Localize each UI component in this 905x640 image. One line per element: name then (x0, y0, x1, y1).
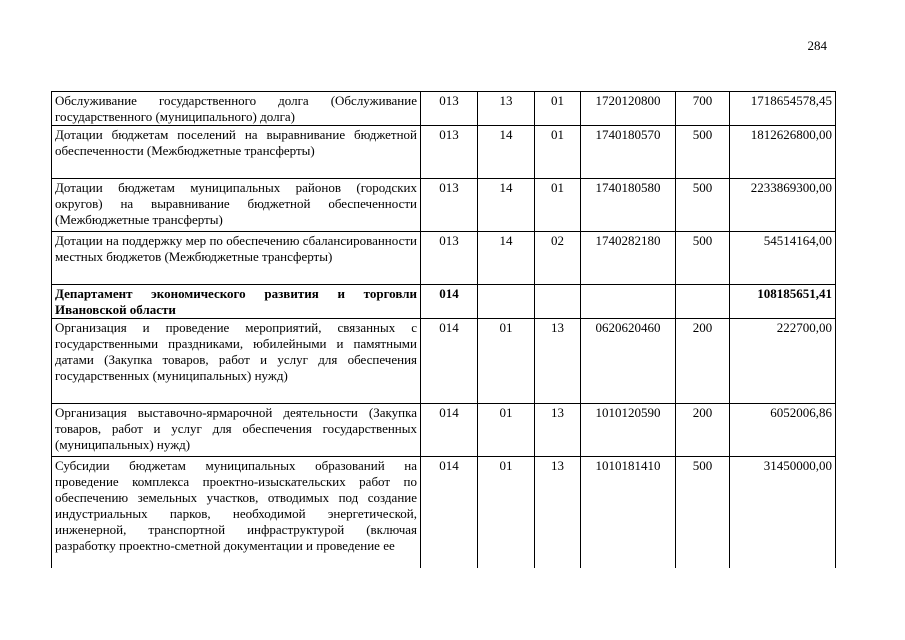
section-code-cell: 01 (478, 404, 535, 457)
row-description: Дотации на поддержку мер по обеспечению сбалансированности местных бюджетов (Межбюджетные трансферты) (52, 232, 421, 285)
department-total-row (52, 285, 836, 319)
subsection-code-cell: 13 (535, 319, 581, 404)
section-code-cell: 14 (478, 232, 535, 285)
ministry-code-cell: 014 (421, 404, 478, 457)
amount-cell: 2233869300,00 (730, 179, 836, 232)
expense-type-cell: 500 (676, 126, 730, 179)
row-description: Организация и проведение мероприятий, связанных с государственными праздниками, юбилейными и памятными датами (Закупка товаров, работ и услуг для обеспечения государственных (муниципальных) нужд) (52, 319, 421, 404)
target-article-cell (581, 285, 676, 319)
target-article-cell: 0620620460 (581, 319, 676, 404)
ministry-code-cell: 014 (421, 457, 478, 568)
expense-type-cell: 700 (676, 92, 730, 126)
amount-cell: 6052006,86 (730, 404, 836, 457)
amount-cell: 1718654578,45 (730, 92, 836, 126)
subsection-code-cell: 01 (535, 92, 581, 126)
subsection-code-cell: 01 (535, 179, 581, 232)
row-description: Организация выставочно-ярмарочной деятельности (Закупка товаров, работ и услуг для обеспечения государственных (муниципальных) нужд) (52, 404, 421, 457)
ministry-code-cell: 013 (421, 232, 478, 285)
expense-type-cell: 500 (676, 232, 730, 285)
ministry-code-cell: 013 (421, 126, 478, 179)
row-description: Дотации бюджетам поселений на выравнивание бюджетной обеспеченности (Межбюджетные трансферты) (52, 126, 421, 179)
target-article-cell: 1740180570 (581, 126, 676, 179)
target-article-cell: 1740180580 (581, 179, 676, 232)
expense-type-cell (676, 285, 730, 319)
amount-cell: 1812626800,00 (730, 126, 836, 179)
target-article-cell: 1740282180 (581, 232, 676, 285)
table-row (52, 404, 836, 457)
expense-type-cell: 200 (676, 404, 730, 457)
page-number: 284 (807, 38, 827, 53)
subsection-code-cell: 13 (535, 457, 581, 568)
expense-type-cell: 500 (676, 457, 730, 568)
section-code-cell (478, 285, 535, 319)
budget-table (51, 91, 836, 568)
subsection-code-cell: 02 (535, 232, 581, 285)
section-code-cell: 13 (478, 92, 535, 126)
ministry-code-cell: 014 (421, 319, 478, 404)
ministry-code-cell: 013 (421, 92, 478, 126)
table-row (52, 126, 836, 179)
ministry-code-cell: 013 (421, 179, 478, 232)
subsection-code-cell: 01 (535, 126, 581, 179)
table-row (52, 232, 836, 285)
target-article-cell: 1010181410 (581, 457, 676, 568)
section-code-cell: 01 (478, 457, 535, 568)
budget-table-body (52, 92, 836, 568)
row-description: Субсидии бюджетам муниципальных образований на проведение комплекса проектно-изыскательских работ по обеспечению земельных участков, отводимых под создание индустриальных парков, необходимой энергетической, инженерной, транспортной инфраструктурой (включая разработку проектно-сметной документации и проведение ее (52, 457, 421, 568)
amount-cell: 54514164,00 (730, 232, 836, 285)
expense-type-cell: 200 (676, 319, 730, 404)
section-code-cell: 01 (478, 319, 535, 404)
amount-cell: 108185651,41 (730, 285, 836, 319)
table-row (52, 179, 836, 232)
ministry-code-cell: 014 (421, 285, 478, 319)
row-description: Обслуживание государственного долга (Обслуживание государственного (муниципального) долга) (52, 92, 421, 126)
subsection-code-cell (535, 285, 581, 319)
target-article-cell: 1010120590 (581, 404, 676, 457)
table-row (52, 319, 836, 404)
section-code-cell: 14 (478, 179, 535, 232)
amount-cell: 31450000,00 (730, 457, 836, 568)
table-row (52, 92, 836, 126)
row-description: Департамент экономического развития и торговли Ивановской области (52, 285, 421, 319)
table-row (52, 457, 836, 568)
expense-type-cell: 500 (676, 179, 730, 232)
section-code-cell: 14 (478, 126, 535, 179)
amount-cell: 222700,00 (730, 319, 836, 404)
target-article-cell: 1720120800 (581, 92, 676, 126)
row-description: Дотации бюджетам муниципальных районов (городских округов) на выравнивание бюджетной обеспеченности (Межбюджетные трансферты) (52, 179, 421, 232)
subsection-code-cell: 13 (535, 404, 581, 457)
